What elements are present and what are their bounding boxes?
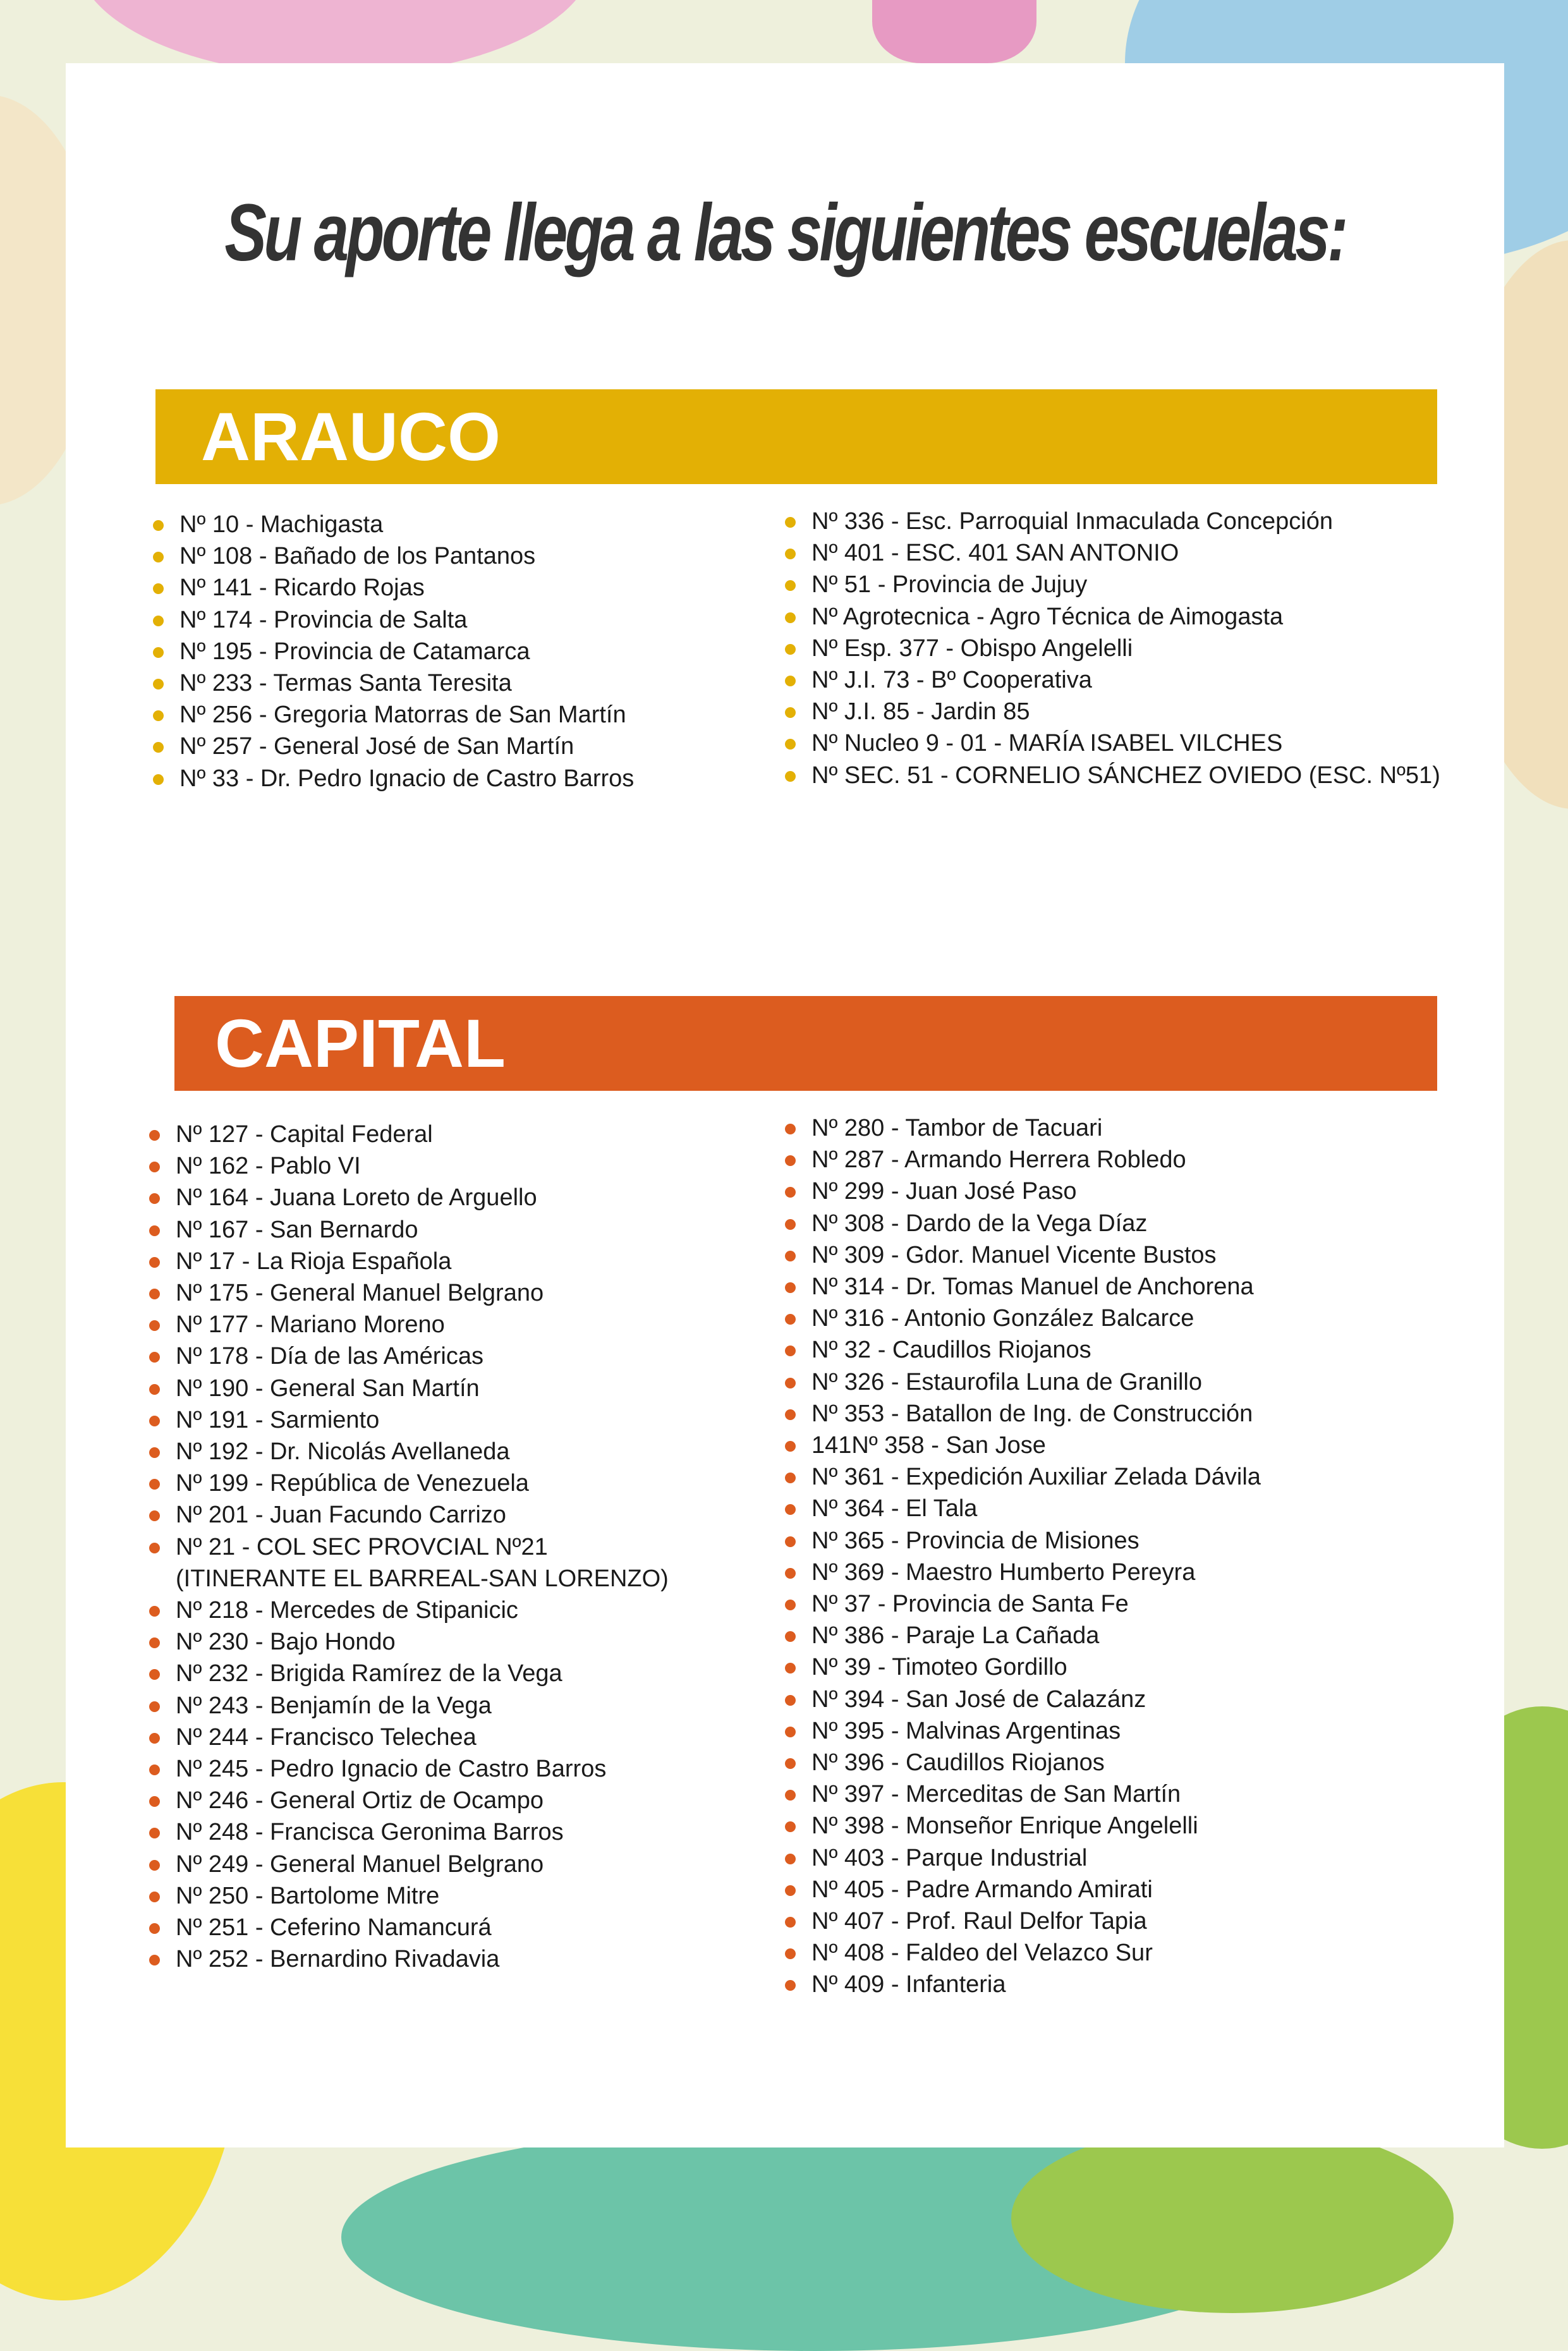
bullet-icon [149, 1765, 160, 1775]
school-name: Nº 175 - General Manuel Belgrano [176, 1280, 544, 1307]
school-name: Nº 141 - Ricardo Rojas [179, 574, 425, 602]
school-name: Nº 51 - Provincia de Jujuy [811, 571, 1088, 598]
bullet-icon [149, 1447, 160, 1458]
school-list-item [785, 601, 1440, 633]
content-panel [66, 63, 1504, 2147]
school-name: Nº 191 - Sarmiento [176, 1406, 380, 1433]
bullet-icon [149, 1860, 160, 1871]
school-list-item [785, 1651, 1261, 1683]
bullet-icon [785, 1727, 796, 1737]
school-name: Nº 162 - Pablo VI [176, 1153, 361, 1180]
school-list-item [785, 1620, 1261, 1651]
school-name: Nº 244 - Francisco Telechea [176, 1723, 477, 1751]
school-name: Nº 174 - Provincia de Salta [179, 606, 468, 633]
bullet-icon [153, 647, 164, 658]
school-list-item [785, 1366, 1261, 1398]
bullet-icon [149, 1479, 160, 1490]
bullet-icon [785, 1504, 796, 1515]
school-name: Nº 195 - Provincia de Catamarca [179, 638, 530, 665]
bullet-icon [149, 1257, 160, 1268]
school-list-item [785, 537, 1440, 569]
school-name: Nº 314 - Dr. Tomas Manuel de Anchorena [811, 1273, 1254, 1301]
school-name: Nº Nucleo 9 - 01 - MARÍA ISABEL VILCHES [811, 730, 1283, 757]
school-list-item [785, 1969, 1261, 2000]
school-list-item [785, 1588, 1261, 1620]
school-list-item [785, 1144, 1261, 1176]
school-list-item [785, 1525, 1261, 1557]
bullet-icon [149, 1416, 160, 1426]
school-name: Nº J.I. 85 - Jardin 85 [811, 698, 1030, 726]
bullet-icon [149, 1510, 160, 1521]
school-name: Nº 17 - La Rioja Española [176, 1248, 452, 1275]
school-list-item [149, 1373, 669, 1404]
bullet-icon [785, 1409, 796, 1420]
bullet-icon [785, 517, 796, 528]
school-list-item [153, 731, 634, 762]
capital-list-right [785, 1112, 1261, 2001]
school-name: Nº 249 - General Manuel Belgrano [176, 1850, 544, 1878]
school-name: 141Nº 358 - San Jose [811, 1432, 1046, 1459]
bullet-icon [149, 1955, 160, 1965]
school-list-item [153, 572, 634, 604]
school-name: Nº 37 - Provincia de Santa Fe [811, 1591, 1129, 1618]
school-name: Nº 336 - Esc. Parroquial Inmaculada Concepción [811, 508, 1333, 535]
bullet-icon [149, 1606, 160, 1617]
school-name: Nº 405 - Padre Armando Amirati [811, 1876, 1153, 1903]
school-list-item [785, 727, 1440, 759]
school-list-item [149, 1849, 669, 1880]
arauco-list-left [153, 509, 634, 794]
school-list-item [153, 540, 634, 572]
arauco-heading: ARAUCO [201, 398, 501, 475]
school-list-item [785, 1684, 1261, 1715]
school-list-item [149, 1436, 669, 1467]
school-name: Nº 178 - Día de las Américas [176, 1343, 483, 1370]
school-list-item [785, 1493, 1261, 1524]
bullet-icon [785, 1885, 796, 1896]
school-name: Nº 396 - Caudillos Riojanos [811, 1749, 1105, 1777]
school-list-item [149, 1816, 669, 1848]
school-name: Nº Agrotecnica - Agro Técnica de Aimogasta [811, 603, 1284, 630]
bullet-icon [785, 707, 796, 718]
school-list-item [785, 1461, 1261, 1493]
bullet-icon [785, 1473, 796, 1483]
bullet-icon [785, 612, 796, 623]
school-list-item [149, 1150, 669, 1182]
school-list-item [785, 1334, 1261, 1366]
school-name: Nº 201 - Juan Facundo Carrizo [176, 1502, 506, 1529]
bullet-icon [149, 1892, 160, 1902]
school-list-item [785, 1271, 1261, 1303]
bullet-icon [785, 1536, 796, 1547]
school-name: Nº 32 - Caudillos Riojanos [811, 1337, 1091, 1364]
school-name: Nº 280 - Tambor de Tacuari [811, 1115, 1103, 1141]
capital-heading: CAPITAL [215, 1005, 506, 1081]
bullet-icon [785, 1378, 796, 1388]
bullet-icon [785, 1282, 796, 1293]
bullet-icon [149, 1289, 160, 1299]
school-list-item [149, 1467, 669, 1499]
school-list-item [785, 1176, 1261, 1207]
school-list-item [785, 1303, 1261, 1334]
bullet-icon [153, 742, 164, 753]
bullet-icon [153, 616, 164, 626]
school-list-item [149, 1340, 669, 1372]
bullet-icon [149, 1384, 160, 1395]
bullet-icon [785, 1155, 796, 1166]
school-list-item [785, 569, 1440, 600]
school-name: Nº 232 - Brigida Ramírez de la Vega [176, 1660, 562, 1687]
bullet-icon [149, 1543, 160, 1553]
bullet-icon [785, 1695, 796, 1706]
school-name: Nº 365 - Provincia de Misiones [811, 1527, 1140, 1554]
bullet-icon [149, 1352, 160, 1363]
school-list-item [785, 696, 1440, 727]
school-name: Nº 39 - Timoteo Gordillo [811, 1654, 1067, 1681]
school-name: Nº 401 - ESC. 401 SAN ANTONIO [811, 540, 1179, 567]
bullet-icon [785, 644, 796, 655]
bullet-icon [149, 1320, 160, 1331]
green-bottom-blob-decoration [1011, 2123, 1454, 2313]
school-list-item [153, 636, 634, 667]
school-list-item [785, 1715, 1261, 1747]
bullet-icon [149, 1733, 160, 1744]
bullet-icon [149, 1193, 160, 1204]
bullet-icon [785, 549, 796, 559]
school-list-item [153, 763, 634, 794]
bullet-icon [149, 1130, 160, 1141]
school-list-item [153, 509, 634, 540]
school-list-item-continuation: (ITINERANTE EL BARREAL-SAN LORENZO) [176, 1565, 669, 1592]
bullet-icon [785, 1187, 796, 1198]
bullet-icon [785, 1980, 796, 1991]
school-name: Nº 127 - Capital Federal [176, 1121, 433, 1148]
school-name: Nº 248 - Francisca Geronima Barros [176, 1819, 564, 1846]
school-list-item [149, 1309, 669, 1340]
school-name: Nº 326 - Estaurofila Luna de Granillo [811, 1368, 1203, 1395]
school-name: Nº 287 - Armando Herrera Robledo [811, 1146, 1186, 1174]
school-name: Nº 369 - Maestro Humberto Pereyra [811, 1558, 1196, 1586]
arauco-banner [155, 389, 1437, 484]
school-name: Nº 33 - Dr. Pedro Ignacio de Castro Barros [179, 765, 635, 792]
school-name: Nº Esp. 377 - Obispo Angelelli [811, 635, 1133, 662]
bullet-icon [785, 1251, 796, 1261]
school-name: Nº 243 - Benjamín de la Vega [176, 1692, 492, 1719]
bullet-icon [785, 739, 796, 750]
bullet-icon [785, 1314, 796, 1325]
school-list-item [149, 1119, 669, 1150]
school-name: Nº 408 - Faldeo del Velazco Sur [811, 1940, 1153, 1967]
school-list-item [785, 664, 1440, 696]
page-title: Su aporte llega a las siguientes escuelas: [224, 188, 1346, 278]
bullet-icon [149, 1923, 160, 1934]
bullet-icon [149, 1669, 160, 1680]
bullet-icon [785, 1854, 796, 1864]
school-list-item [785, 1747, 1261, 1778]
arauco-list-right [785, 506, 1440, 791]
bullet-icon [785, 1346, 796, 1356]
school-list-item [149, 1595, 669, 1626]
bullet-icon [785, 1821, 796, 1832]
school-name: Nº SEC. 51 - CORNELIO SÁNCHEZ OVIEDO (ESC. Nº51) [811, 762, 1440, 789]
school-name: Nº 108 - Bañado de los Pantanos [179, 543, 536, 570]
bullet-icon [785, 1758, 796, 1769]
school-name: Nº 218 - Mercedes de Stipanicic [176, 1597, 518, 1624]
school-list-item [785, 760, 1440, 791]
school-name: Nº 398 - Monseñor Enrique Angelelli [811, 1813, 1198, 1840]
school-name: Nº 256 - Gregoria Matorras de San Martín [179, 702, 626, 729]
bullet-icon [785, 1441, 796, 1452]
bullet-icon [153, 583, 164, 594]
bullet-icon [785, 1663, 796, 1674]
school-name: Nº 10 - Machigasta [179, 511, 384, 538]
school-name: Nº 394 - San José de Calazánz [811, 1686, 1146, 1713]
school-name: Nº 245 - Pedro Ignacio de Castro Barros [176, 1756, 607, 1783]
bullet-icon [149, 1701, 160, 1712]
school-list-item [149, 1753, 669, 1785]
school-name: Nº 177 - Mariano Moreno [176, 1311, 445, 1339]
school-list-item [149, 1626, 669, 1658]
school-list-item [153, 699, 634, 731]
school-name: Nº 364 - El Tala [811, 1495, 978, 1522]
school-list-item [149, 1214, 669, 1246]
bullet-icon [149, 1796, 160, 1807]
bullet-icon [785, 1568, 796, 1579]
school-list-item [149, 1912, 669, 1943]
school-list-item [149, 1499, 669, 1531]
school-name: Nº 361 - Expedición Auxiliar Zelada Dávila [811, 1464, 1261, 1491]
school-list-item [785, 1810, 1261, 1842]
school-list-item [149, 1404, 669, 1436]
school-name: Nº 230 - Bajo Hondo [176, 1629, 396, 1656]
bullet-icon [153, 710, 164, 721]
school-name: Nº J.I. 73 - Bº Cooperativa [811, 667, 1092, 694]
bullet-icon [153, 520, 164, 531]
bullet-icon [785, 1917, 796, 1928]
school-list-item [149, 1722, 669, 1753]
school-name: Nº 395 - Malvinas Argentinas [811, 1717, 1121, 1744]
pink-stripe-decoration [872, 0, 1036, 63]
school-name: Nº 409 - Infanteria [811, 1971, 1006, 1998]
school-name: Nº 386 - Paraje La Cañada [811, 1622, 1100, 1649]
school-name: Nº 309 - Gdor. Manuel Vicente Bustos [811, 1241, 1217, 1268]
school-list-item [785, 1937, 1261, 1969]
bullet-icon [785, 1631, 796, 1642]
school-list-item [149, 1690, 669, 1722]
school-list-item [785, 1557, 1261, 1588]
bullet-icon [785, 1600, 796, 1610]
school-list-item [785, 506, 1440, 537]
school-name: Nº 257 - General José de San Martín [179, 733, 574, 760]
capital-list-left [149, 1119, 669, 1975]
school-list-item [785, 1430, 1261, 1461]
bullet-icon [785, 771, 796, 782]
bullet-icon [153, 679, 164, 690]
school-list-item [149, 1277, 669, 1309]
school-name: Nº 403 - Parque Industrial [811, 1844, 1088, 1871]
school-name: Nº 21 - COL SEC PROVCIAL Nº21 [176, 1533, 548, 1560]
bullet-icon [785, 676, 796, 686]
bullet-icon [149, 1225, 160, 1236]
school-name: Nº 316 - Antonio González Balcarce [811, 1305, 1194, 1332]
school-list-item [149, 1785, 669, 1816]
school-name: Nº 397 - Merceditas de San Martín [811, 1781, 1181, 1808]
school-name: Nº 299 - Juan José Paso [811, 1178, 1077, 1205]
bullet-icon [153, 552, 164, 562]
school-name: Nº 246 - General Ortiz de Ocampo [176, 1787, 544, 1814]
school-name: Nº 192 - Dr. Nicolás Avellaneda [176, 1438, 510, 1466]
school-list-item [153, 667, 634, 699]
school-list-item [149, 1531, 669, 1563]
school-list-item [149, 1182, 669, 1213]
bullet-icon [149, 1637, 160, 1648]
bullet-icon [785, 1219, 796, 1230]
school-list-item [785, 1239, 1261, 1271]
school-name: Nº 233 - Termas Santa Teresita [179, 670, 512, 697]
bullet-icon [785, 580, 796, 591]
school-list-item [785, 1398, 1261, 1430]
school-name: Nº 167 - San Bernardo [176, 1216, 418, 1243]
bullet-icon [785, 1948, 796, 1959]
capital-banner [174, 996, 1437, 1091]
school-list-item [785, 1842, 1261, 1874]
school-name: Nº 308 - Dardo de la Vega Díaz [811, 1210, 1148, 1237]
school-name: Nº 353 - Batallon de Ing. de Construcción [811, 1400, 1253, 1427]
school-name: Nº 199 - República de Venezuela [176, 1470, 529, 1497]
school-list-item [149, 1658, 669, 1689]
school-list-item [785, 1905, 1261, 1937]
school-list-item [785, 1778, 1261, 1810]
school-name: Nº 407 - Prof. Raul Delfor Tapia [811, 1908, 1147, 1935]
school-list-item [785, 633, 1440, 664]
school-list-item [785, 1208, 1261, 1239]
school-name: Nº 252 - Bernardino Rivadavia [176, 1946, 500, 1973]
bullet-icon [153, 774, 164, 785]
school-name: Nº 190 - General San Martín [176, 1375, 480, 1402]
school-name: Nº 164 - Juana Loreto de Arguello [176, 1184, 537, 1212]
school-name: Nº 250 - Bartolome Mitre [176, 1882, 440, 1909]
school-name: Nº 251 - Ceferino Namancurá [176, 1914, 492, 1941]
school-list-item [785, 1874, 1261, 1905]
bullet-icon [149, 1162, 160, 1172]
school-list-item [785, 1112, 1261, 1144]
school-list-item [153, 604, 634, 636]
school-list-item [149, 1246, 669, 1277]
bullet-icon [149, 1828, 160, 1838]
bullet-icon [785, 1790, 796, 1801]
school-list-item [149, 1943, 669, 1975]
school-list-item [149, 1880, 669, 1912]
bullet-icon [785, 1124, 796, 1134]
